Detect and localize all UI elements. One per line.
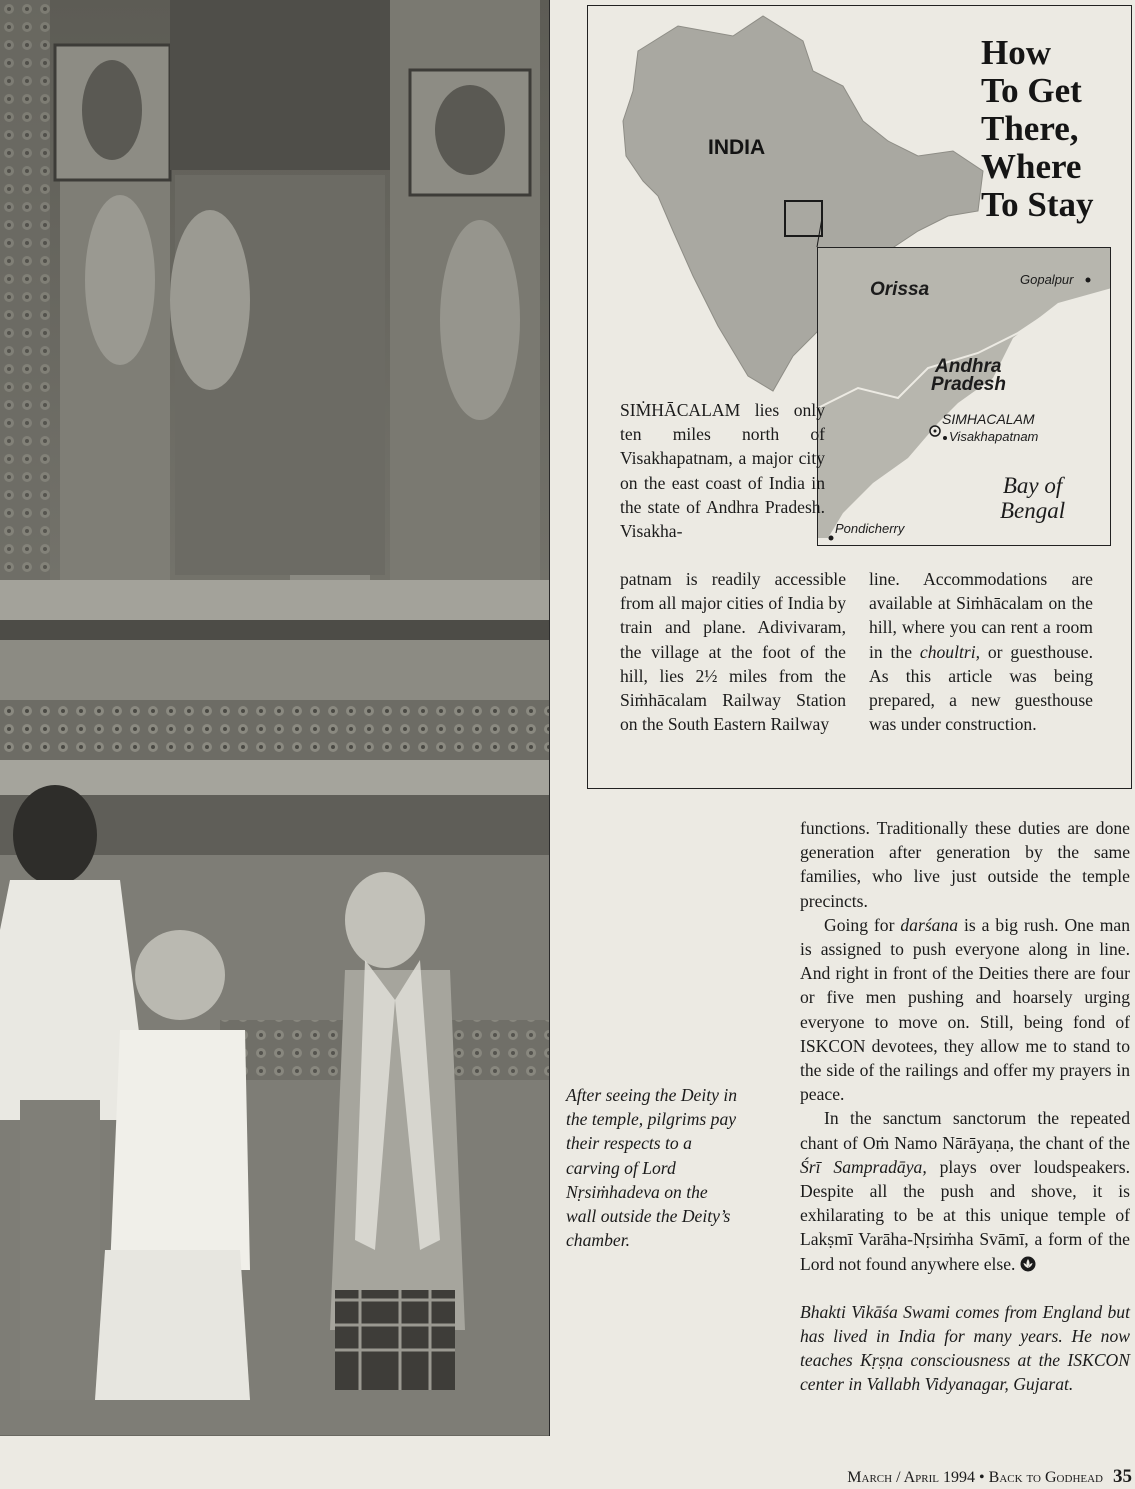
sidebar-text-emphasis: choultri,	[919, 641, 981, 662]
map-country-label: INDIA	[708, 136, 766, 159]
article-emphasis: darśana	[900, 914, 959, 935]
map-label-simhacalam: SIMHACALAM	[942, 411, 1035, 427]
sidebar-title-line: To Stay	[981, 185, 1094, 224]
footer-magazine: Back to Godhead	[988, 1469, 1103, 1486]
article-body	[800, 816, 1130, 1397]
photo-caption: After seeing the Deity in the temple, pilgrims pay their respects to a carving of Lord Nṛsiṁhadeva on the wall outside the Deity’s chamber.	[566, 1085, 737, 1251]
sidebar-text-col1: patnam is readily accessible from all major cities of India by train and plane. Adivivaram, the village at the foot of the hill, lies 2½ miles from the Siṁhācalam Railway Station on the South Eastern Railway	[620, 569, 846, 735]
sidebar-title-line: There,	[981, 109, 1079, 148]
article-text: is a big rush. One man is assigned to push everyone along in line. And right in front of the Deities there are four or five men pushing and hoarsely urging everyone to move on. Still, being fond of ISKCON devotees, they allow me to stand to the side of the railings and offer my prayers in peace.	[800, 914, 1131, 1105]
sidebar-title-line: To Get	[981, 71, 1082, 110]
map-label-andhra: Andhra	[935, 356, 1002, 377]
map-label-orissa: Orissa	[870, 279, 930, 300]
sidebar-title	[981, 34, 1131, 224]
inset-map	[817, 247, 1111, 546]
sidebar-text-span: or guesthouse. As this article was being prepared, a new guesthouse was under construction.	[869, 641, 1093, 735]
map-label-gopalpur: Gopalpur	[1020, 272, 1074, 287]
footer-date: March / April 1994	[847, 1469, 976, 1486]
map-label-bay-line: Bengal	[1000, 498, 1066, 523]
article-text: plays over loudspeakers. Despite all the push and shove, it is exhilarating to be at this unique temple of Lakṣmī Varāha-Nṛsiṁha Svāmī, a form of the Lord not found anywhere else.	[800, 1156, 1130, 1274]
map-label-bay-line: Bay of	[1002, 473, 1063, 498]
footer-bullet: •	[979, 1469, 985, 1486]
map-label-pradesh: Pradesh	[931, 374, 1006, 395]
sidebar-title-line: How	[981, 33, 1051, 72]
sidebar-text-col2	[869, 567, 1093, 736]
article-paragraph	[800, 913, 1130, 1107]
article-text: In the sanctum sanctorum the repeated chant of Oṁ Namo Nārāyaṇa, the chant of the	[800, 1108, 1130, 1153]
sidebar-title-line: Where	[981, 147, 1082, 186]
article-paragraph: functions. Traditionally these duties are done generation after generation by the same families, who live just outside the temple precincts.	[800, 818, 1130, 911]
article-text: Going for	[824, 914, 901, 935]
author-bio: Bhakti Vikāśa Swami comes from England but has lived in India for many years. He now teaches Kṛṣṇa consciousness at the ISKCON center in Vallabh Vidyanagar, Gujarat.	[800, 1301, 1130, 1395]
end-mark-icon	[1020, 1256, 1036, 1272]
sidebar-text-span: line. Accommodations are available at Siṁhācalam on the hill, where you can rent a room in the	[869, 569, 1093, 662]
map-label-pondicherry: Pondicherry	[835, 521, 905, 536]
temple-wall-photo-icon	[0, 0, 549, 1436]
page-footer	[742, 1466, 1132, 1488]
article-emphasis: Śrī Sampradāya,	[800, 1156, 927, 1177]
temple-photo	[0, 0, 550, 1436]
travel-sidebar	[587, 5, 1132, 789]
page-number: 35	[1113, 1466, 1132, 1487]
inset-coastline-icon	[818, 248, 1111, 546]
map-label-visakhapatnam: Visakhapatnam	[949, 429, 1039, 444]
sidebar-text-top: SIṀHĀCALAM lies only ten miles north of Visakhapatnam, a major city on the east coast of India in the state of Andhra Pradesh. Visakha-	[620, 400, 825, 542]
map-label-bay	[1000, 473, 1065, 523]
article-paragraph	[800, 1106, 1130, 1275]
